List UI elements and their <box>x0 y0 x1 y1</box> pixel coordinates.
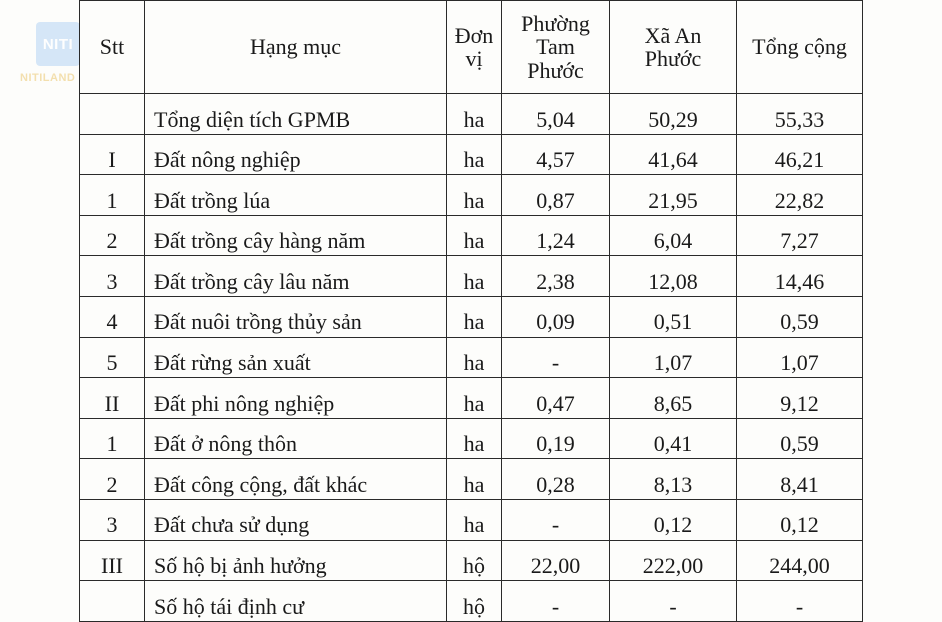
cell-item: Đất công cộng, đất khác <box>145 459 447 500</box>
cell-commune: 8,13 <box>610 459 737 500</box>
cell-ward: - <box>502 581 610 622</box>
cell-commune: 50,29 <box>610 94 737 135</box>
header-unit-line2: vị <box>465 46 483 71</box>
cell-unit: ha <box>447 499 502 540</box>
header-stt: Stt <box>80 1 145 94</box>
cell-total: 0,59 <box>737 296 863 337</box>
header-ward-line1: Phường <box>521 11 590 37</box>
cell-total: 0,59 <box>737 418 863 459</box>
cell-item: Đất phi nông nghiệp <box>145 378 447 419</box>
cell-commune: - <box>610 581 737 622</box>
table-row <box>80 94 863 135</box>
cell-total: 8,41 <box>737 459 863 500</box>
cell-commune: 8,65 <box>610 378 737 419</box>
table-body <box>80 94 863 622</box>
cell-commune: 21,95 <box>610 175 737 216</box>
cell-stt: 2 <box>80 459 145 500</box>
logo-text: NITI <box>42 35 74 53</box>
cell-stt <box>80 94 145 135</box>
cell-unit: hộ <box>447 540 502 581</box>
cell-item: Đất rừng sản xuất <box>145 337 447 378</box>
cell-item: Đất nuôi trồng thủy sản <box>145 296 447 337</box>
cell-commune: 222,00 <box>610 540 737 581</box>
cell-ward: - <box>502 337 610 378</box>
cell-total: 1,07 <box>737 337 863 378</box>
cell-item: Số hộ tái định cư <box>145 581 447 622</box>
cell-unit: ha <box>447 337 502 378</box>
cell-item: Đất nông nghiệp <box>145 134 447 175</box>
table-row <box>80 499 863 540</box>
cell-unit: ha <box>447 296 502 337</box>
cell-commune: 1,07 <box>610 337 737 378</box>
cell-total: 55,33 <box>737 94 863 135</box>
cell-unit: ha <box>447 175 502 216</box>
cell-commune: 0,51 <box>610 296 737 337</box>
table-row <box>80 378 863 419</box>
cell-total: 9,12 <box>737 378 863 419</box>
header-ward <box>502 1 610 94</box>
header-item: Hạng mục <box>145 1 447 94</box>
header-unit-line1: Đơn <box>454 22 494 48</box>
table-row <box>80 256 863 297</box>
cell-unit: ha <box>447 134 502 175</box>
land-clearance-table <box>79 0 863 622</box>
header-total: Tổng cộng <box>737 1 863 94</box>
cell-item: Đất trồng lúa <box>145 175 447 216</box>
cell-stt: 2 <box>80 215 145 256</box>
cell-ward: 1,24 <box>502 215 610 256</box>
cell-item: Tổng diện tích GPMB <box>145 94 447 135</box>
niti-logo <box>36 22 80 66</box>
niti-logo-subtext: NITILAND <box>20 72 76 84</box>
cell-ward: 2,38 <box>502 256 610 297</box>
cell-item: Đất trồng cây lâu năm <box>145 256 447 297</box>
cell-total: - <box>737 581 863 622</box>
header-commune-line2: Phước <box>644 46 702 71</box>
table-header-row <box>80 1 863 94</box>
cell-total: 244,00 <box>737 540 863 581</box>
cell-stt: 1 <box>80 175 145 216</box>
table-row <box>80 215 863 256</box>
cell-stt: 1 <box>80 418 145 459</box>
cell-item: Đất trồng cây hàng năm <box>145 215 447 256</box>
cell-item: Số hộ bị ảnh hưởng <box>145 540 447 581</box>
header-ward-line3: Phước <box>527 57 584 83</box>
cell-total: 14,46 <box>737 256 863 297</box>
cell-ward: 22,00 <box>502 540 610 581</box>
cell-commune: 0,41 <box>610 418 737 459</box>
table-row <box>80 540 863 581</box>
cell-ward: 0,19 <box>502 418 610 459</box>
header-commune-line1: Xã An <box>644 22 702 48</box>
table-row <box>80 337 863 378</box>
cell-total: 0,12 <box>737 499 863 540</box>
cell-commune: 0,12 <box>610 499 737 540</box>
header-unit <box>447 1 502 94</box>
cell-stt <box>80 581 145 622</box>
cell-ward: 0,87 <box>502 175 610 216</box>
cell-total: 7,27 <box>737 215 863 256</box>
cell-total: 46,21 <box>737 134 863 175</box>
header-ward-line2: Tam <box>536 34 575 60</box>
table-row <box>80 581 863 622</box>
table-row <box>80 296 863 337</box>
cell-stt: 5 <box>80 337 145 378</box>
cell-ward: 0,09 <box>502 296 610 337</box>
cell-unit: ha <box>447 418 502 459</box>
cell-ward: 0,28 <box>502 459 610 500</box>
cell-ward: 4,57 <box>502 134 610 175</box>
table-row <box>80 175 863 216</box>
cell-unit: ha <box>447 459 502 500</box>
cell-stt: 4 <box>80 296 145 337</box>
cell-commune: 41,64 <box>610 134 737 175</box>
cell-ward: 0,47 <box>502 378 610 419</box>
cell-stt: III <box>80 540 145 581</box>
cell-unit: ha <box>447 256 502 297</box>
cell-stt: 3 <box>80 256 145 297</box>
table-row <box>80 418 863 459</box>
cell-unit: ha <box>447 215 502 256</box>
cell-commune: 6,04 <box>610 215 737 256</box>
cell-item: Đất chưa sử dụng <box>145 499 447 540</box>
cell-stt: 3 <box>80 499 145 540</box>
table-row <box>80 134 863 175</box>
cell-ward: 5,04 <box>502 94 610 135</box>
cell-total: 22,82 <box>737 175 863 216</box>
cell-ward: - <box>502 499 610 540</box>
cell-stt: I <box>80 134 145 175</box>
cell-stt: II <box>80 378 145 419</box>
cell-commune: 12,08 <box>610 256 737 297</box>
cell-unit: ha <box>447 378 502 419</box>
header-commune <box>610 1 737 94</box>
cell-item: Đất ở nông thôn <box>145 418 447 459</box>
cell-unit: ha <box>447 94 502 135</box>
table-row <box>80 459 863 500</box>
cell-unit: hộ <box>447 581 502 622</box>
